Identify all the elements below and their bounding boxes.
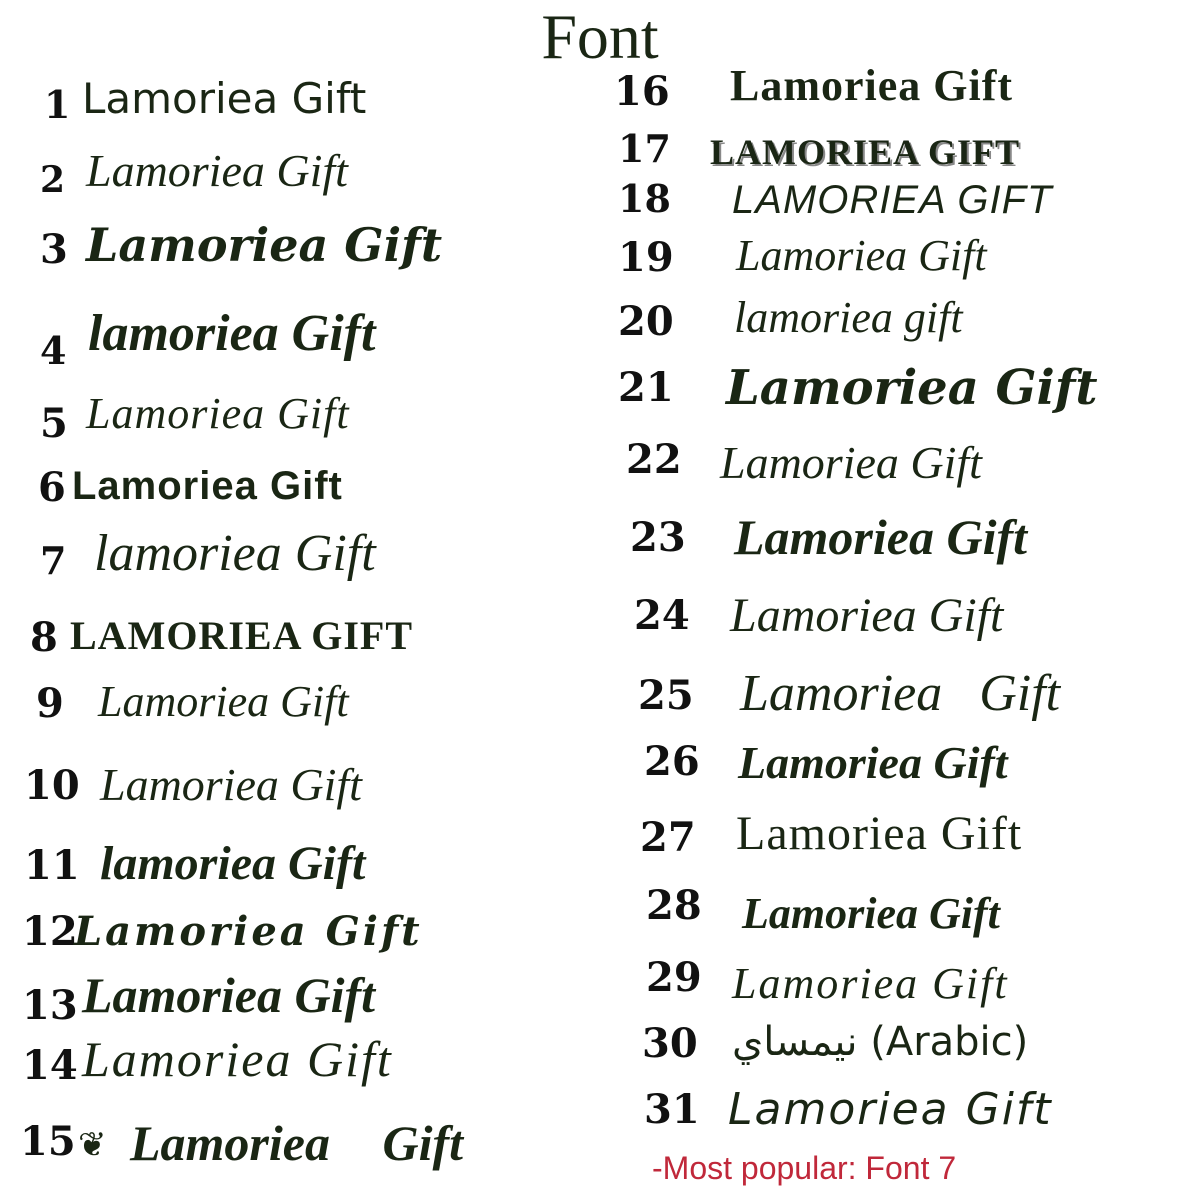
font-sample: Lamoriea Gift — [738, 737, 1008, 788]
font-sample: Lamoriea Gift — [72, 464, 343, 508]
font-number: 9 — [36, 680, 64, 727]
font-sample: Lamoriea Gift — [742, 889, 1000, 938]
font-number: 27 — [640, 814, 696, 861]
font-number: 11 — [24, 842, 80, 889]
font-number: 19 — [618, 234, 674, 281]
font-number: 21 — [618, 364, 674, 411]
font-sample: lamoriea Gift — [100, 837, 366, 890]
font-sample: Lamoriea Gift — [728, 1084, 1053, 1135]
font-sample: Lamoriea Gift — [74, 908, 423, 955]
font-sample: Lamoriea Gift — [82, 1031, 393, 1087]
font-number: 29 — [646, 954, 702, 1001]
font-sample: Lamoriea Gift — [130, 1115, 464, 1171]
font-sample: Lamoriea Gift — [98, 677, 349, 726]
font-number: 22 — [626, 436, 682, 483]
font-sample: Lamoriea Gift — [736, 807, 1023, 860]
font-number: 2 — [40, 159, 66, 201]
font-number: 16 — [614, 68, 670, 115]
font-number: 1 — [44, 82, 71, 127]
font-sample: Lamoriea Gift — [82, 74, 367, 123]
font-sample: Lamoriea Gift — [732, 959, 1009, 1008]
page-title: Font — [541, 1, 659, 72]
font-number: 23 — [630, 514, 686, 561]
font-number: 5 — [40, 400, 68, 447]
font-sample: Lamoriea Gift — [82, 967, 376, 1023]
font-sample: Lamoriea Gift — [734, 509, 1028, 565]
font-number: 14 — [22, 1042, 78, 1089]
font-number: 18 — [618, 176, 671, 221]
font-sample: lamoriea gift — [734, 293, 963, 342]
font-sample: LAMORIEA GIFT — [732, 178, 1053, 222]
font-number: 12 — [22, 908, 78, 955]
font-number: 31 — [644, 1086, 700, 1133]
font-number: 6 — [38, 464, 66, 511]
font-sample: Lamoriea Gift — [726, 360, 1098, 416]
font-number: 26 — [644, 738, 700, 785]
font-sample: Lamoriea Gift — [86, 218, 443, 272]
font-number: 17 — [618, 126, 671, 171]
font-sample: Lamoriea Gift — [86, 145, 348, 196]
font-sample: lamoriea Gift — [88, 305, 376, 362]
font-number: 24 — [634, 592, 690, 639]
font-number: 30 — [642, 1020, 698, 1067]
font-number: 28 — [646, 882, 702, 929]
font-number: 7 — [40, 538, 67, 583]
font-sample: lamoriea Gift — [94, 525, 376, 582]
font-sample: Lamoriea Gift — [740, 665, 1061, 722]
font-number: 20 — [618, 298, 674, 345]
font-number: 15 — [20, 1118, 76, 1165]
font-sample: Lamoriea Gift — [100, 759, 362, 810]
font-number: 10 — [24, 762, 80, 809]
font-sample: Lamoriea Gift — [736, 231, 987, 280]
font-sample: نيمساي (Arabic) — [732, 1019, 1029, 1065]
flourish-icon: ❦ — [78, 1125, 107, 1165]
font-sample: Lamoriea Gift — [730, 589, 1004, 642]
font-sample: Lamoriea Gift — [86, 389, 350, 438]
font-number: 8 — [30, 614, 58, 661]
font-number: 4 — [40, 328, 67, 373]
font-number: 3 — [40, 226, 68, 273]
font-number: 25 — [638, 672, 694, 719]
font-sample: Lamoriea Gift — [730, 61, 1014, 110]
font-sample: LAMORIEA GIFT — [70, 613, 414, 658]
most-popular-note: -Most popular: Font 7 — [652, 1150, 957, 1186]
font-sample: LAMORIEA GIFT — [710, 132, 1021, 172]
font-number: 13 — [22, 982, 78, 1029]
font-sample: Lamoriea Gift — [720, 437, 982, 488]
